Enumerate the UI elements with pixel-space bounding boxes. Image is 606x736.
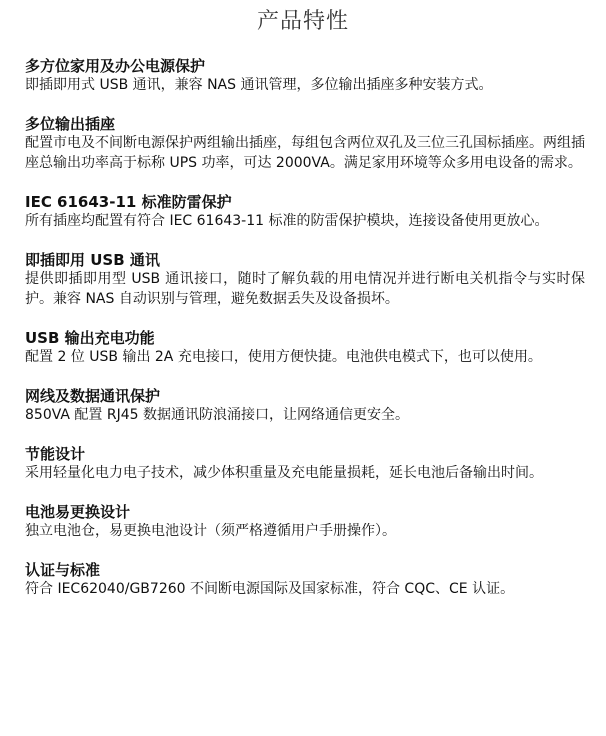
feature-title: 认证与标准 bbox=[25, 561, 101, 579]
feature-title: USB 输出充电功能 bbox=[25, 329, 155, 347]
feature-title: 多方位家用及办公电源保护 bbox=[25, 57, 206, 75]
feature-section-energy-saving bbox=[25, 445, 585, 483]
page-title: 产品特性 bbox=[256, 9, 349, 34]
feature-section-usb-comm bbox=[25, 251, 585, 309]
feature-description: 配置 2 位 USB 输出 2A 充电接口，使用方便快捷。电池供电模式下，也可以使用。 bbox=[25, 349, 542, 365]
feature-section-surge-protection bbox=[25, 193, 585, 231]
feature-title: IEC 61643-11 标准防雷保护 bbox=[25, 193, 232, 211]
feature-section-network-protection bbox=[25, 387, 585, 425]
feature-description: 所有插座均配置有符合 IEC 61643-11 标准的防雷保护模块，连接设备使用更放心。 bbox=[25, 213, 549, 229]
feature-title: 节能设计 bbox=[25, 445, 86, 463]
feature-description: 提供即插即用型 USB 通讯接口，随时了解负载的用电情况并进行断电关机指令与实时保护。兼容 NAS 自动识别与管理，避免数据丢失及设备损坏。 bbox=[25, 271, 585, 307]
feature-section-multi-protection bbox=[25, 57, 585, 95]
feature-title: 即插即用 USB 通讯 bbox=[25, 251, 160, 269]
feature-description: 符合 IEC62040/GB7260 不间断电源国际及国家标准，符合 CQC、CE 认证。 bbox=[25, 581, 515, 597]
feature-list bbox=[25, 57, 585, 619]
feature-section-battery-replacement bbox=[25, 503, 585, 541]
feature-title: 多位输出插座 bbox=[25, 115, 116, 133]
feature-description: 配置市电及不间断电源保护两组输出插座，每组包含两位双孔及三位三孔国标插座。两组插座总输出功率高于标称 UPS 功率，可达 2000VA。满足家用环境等众多用电设备的需求。 bbox=[25, 135, 585, 171]
feature-title: 网线及数据通讯保护 bbox=[25, 387, 161, 405]
feature-section-outlets bbox=[25, 115, 585, 173]
feature-section-certification bbox=[25, 561, 585, 599]
feature-description: 850VA 配置 RJ45 数据通讯防浪涌接口，让网络通信更安全。 bbox=[25, 407, 410, 423]
feature-section-usb-charging bbox=[25, 329, 585, 367]
feature-description: 即插即用式 USB 通讯，兼容 NAS 通讯管理，多位输出插座多种安装方式。 bbox=[25, 77, 493, 93]
feature-description: 采用轻量化电力电子技术，减少体积重量及充电能量损耗，延长电池后备输出时间。 bbox=[25, 465, 543, 481]
feature-title: 电池易更换设计 bbox=[25, 503, 131, 521]
feature-description: 独立电池仓，易更换电池设计（须严格遵循用户手册操作）。 bbox=[25, 523, 396, 539]
